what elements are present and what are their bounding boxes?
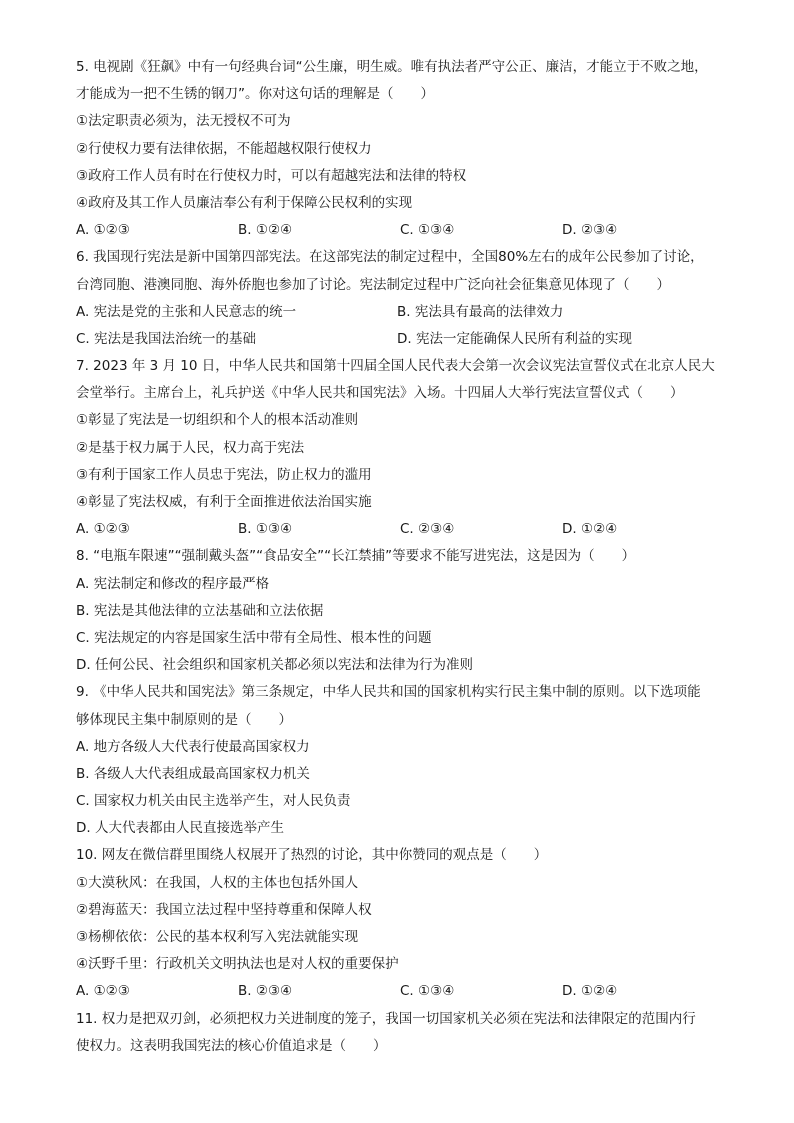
answer-options [76, 978, 736, 1005]
option-a: A. ①②③ [76, 521, 130, 538]
option-c: C. 宪法是我国法治统一的基础 [76, 330, 257, 347]
question-stem: 7. 2023 年 3 月 10 日，中华人民共和国第十四届全国人民代表大会第一次会议宪法宣誓仪式在北京人民大 [76, 358, 715, 375]
option-d: D. 任何公民、社会组织和国家机关都必须以宪法和法律为行为准则 [76, 657, 473, 674]
question-stem: 5. 电视剧《狂飙》中有一句经典台词“公生廉，明生威。唯有执法者严守公正、廉洁，才能立于不败之地， [76, 59, 708, 75]
option-b: B. ①②④ [238, 222, 293, 239]
option-b: B. 宪法是其他法律的立法基础和立法依据 [76, 602, 324, 619]
statement-item: ①法定职责必须为，法无授权不可为 [76, 113, 291, 130]
option-a: A. ①②③ [76, 983, 130, 1000]
option-d: D. 宪法一定能确保人民所有利益的实现 [397, 330, 632, 347]
answer-options [76, 326, 736, 353]
answer-options [76, 217, 736, 244]
option-c: C. ①③④ [400, 983, 455, 1000]
question-stem: 会堂举行。主席台上，礼兵护送《中华人民共和国宪法》入场。十四届人大举行宪法宣誓仪式（ ） [76, 385, 684, 402]
question-stem: 9. 《中华人民共和国宪法》第三条规定，中华人民共和国的国家机构实行民主集中制的原则。以下选项能 [76, 684, 701, 701]
answer-options [76, 516, 736, 543]
answer-options [76, 299, 736, 326]
question-6 [76, 244, 736, 353]
question-stem: 才能成为一把不生锈的钢刀”。你对这句话的理解是（ ） [76, 86, 434, 103]
option-c: C. 宪法规定的内容是国家生活中带有全局性、根本性的问题 [76, 629, 432, 646]
statement-item: ②碧海蓝天：我国立法过程中坚持尊重和保障人权 [76, 901, 372, 918]
option-b: B. ②③④ [238, 983, 293, 1000]
option-c: C. ①③④ [400, 222, 455, 239]
question-stem: 6. 我国现行宪法是新中国第四部宪法。在这部宪法的制定过程中，全国80%左右的成年公民参加了讨论， [76, 249, 704, 266]
question-11 [76, 1006, 736, 1060]
option-d: D. 人大代表都由人民直接选举产生 [76, 820, 284, 837]
option-b: B. ①③④ [238, 521, 293, 538]
option-c: C. ②③④ [400, 521, 455, 538]
question-7 [76, 353, 736, 543]
option-d: D. ②③④ [562, 222, 618, 239]
question-8 [76, 543, 736, 679]
statement-item: ①大漠秋风：在我国，人权的主体也包括外国人 [76, 874, 359, 891]
statement-item: ③有利于国家工作人员忠于宪法，防止权力的滥用 [76, 466, 372, 483]
question-list [76, 54, 736, 1060]
option-a: A. ①②③ [76, 222, 130, 239]
question-stem: 8. “电瓶车限速”“强制戴头盔”“食品安全”“长江禁捕”等要求不能写进宪法，这是因为（ ） [76, 548, 636, 565]
question-stem: 使权力。这表明我国宪法的核心价值追求是（ ） [76, 1037, 387, 1054]
option-c: C. 国家权力机关由民主选举产生，对人民负责 [76, 793, 351, 810]
statement-item: ②行使权力要有法律依据，不能超越权限行使权力 [76, 140, 372, 157]
option-a: A. 宪法制定和修改的程序最严格 [76, 575, 270, 592]
statement-item: ②是基于权力属于人民，权力高于宪法 [76, 439, 305, 456]
question-9 [76, 679, 736, 842]
option-d: D. ①②④ [562, 521, 618, 538]
question-stem: 够体现民主集中制原则的是（ ） [76, 711, 292, 728]
option-d: D. ①②④ [562, 983, 618, 1000]
statement-item: ④彰显了宪法权威，有利于全面推进依法治国实施 [76, 494, 372, 510]
statement-item: ③杨柳依依：公民的基本权利写入宪法就能实现 [76, 929, 359, 945]
statement-item: ①彰显了宪法是一切组织和个人的根本活动准则 [76, 412, 359, 429]
question-stem: 10. 网友在微信群里围绕人权展开了热烈的讨论，其中你赞同的观点是（ ） [76, 847, 548, 864]
question-5 [76, 54, 736, 244]
question-stem: 台湾同胞、港澳同胞、海外侨胞也参加了讨论。宪法制定过程中广泛向社会征集意见体现了（ ） [76, 276, 670, 293]
statement-item: ③政府工作人员有时在行使权力时，可以有超越宪法和法律的特权 [76, 167, 467, 184]
option-a: A. 地方各级人大代表行使最高国家权力 [76, 738, 310, 755]
statement-item: ④沃野千里：行政机关文明执法也是对人权的重要保护 [76, 956, 399, 973]
option-b: B. 各级人大代表组成最高国家权力机关 [76, 765, 310, 782]
question-10 [76, 842, 736, 1005]
statement-item: ④政府及其工作人员廉洁奉公有利于保障公民权利的实现 [76, 194, 413, 211]
option-a: A. 宪法是党的主张和人民意志的统一 [76, 303, 297, 320]
option-b: B. 宪法具有最高的法律效力 [397, 303, 564, 320]
question-stem: 11. 权力是把双刃剑，必须把权力关进制度的笼子，我国一切国家机关必须在宪法和法律限定的范围内行 [76, 1010, 696, 1027]
